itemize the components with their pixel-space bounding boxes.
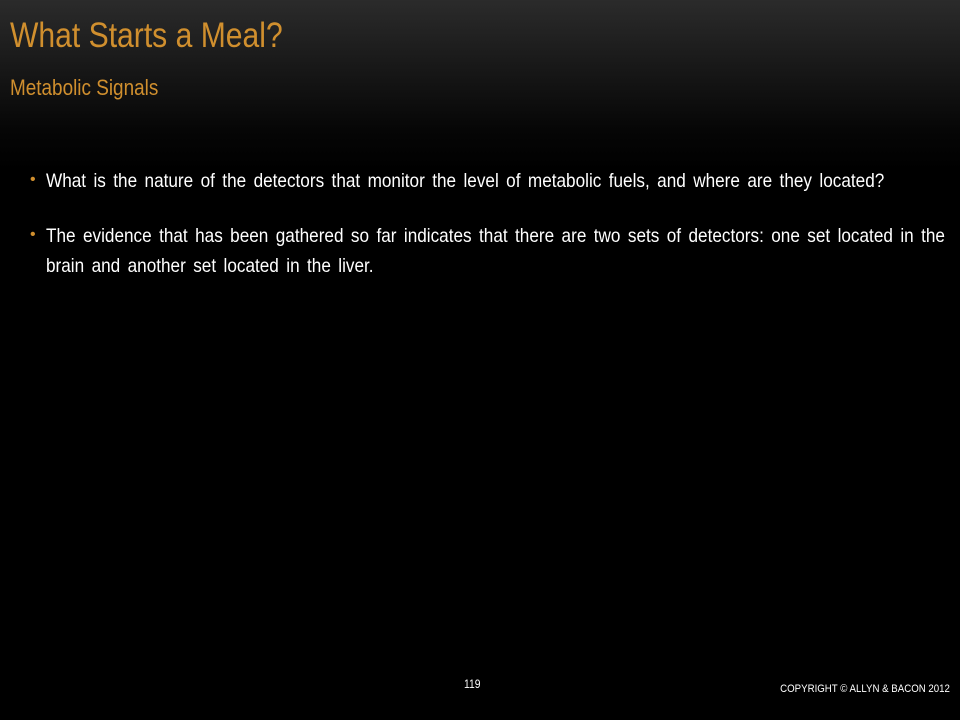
bullet-text: What is the nature of the detectors that monitor the level of metabolic fuels, and where are they located? [46,170,885,192]
bullet-item [30,221,945,281]
page-number: 119 [464,677,481,691]
bullet-text: The evidence that has been gathered so far indicates that there are two sets of detectors: one set located in the brain and another set located in the liver. [46,225,945,277]
bullet-marker-icon: • [30,171,36,188]
bullet-marker-icon: • [30,226,36,243]
slide-title: What Starts a Meal? [10,16,283,55]
bullet-list [30,166,945,306]
bullet-item [30,166,940,196]
copyright-notice: COPYRIGHT © ALLYN & BACON 2012 [780,683,950,695]
slide-subtitle: Metabolic Signals [10,75,159,100]
